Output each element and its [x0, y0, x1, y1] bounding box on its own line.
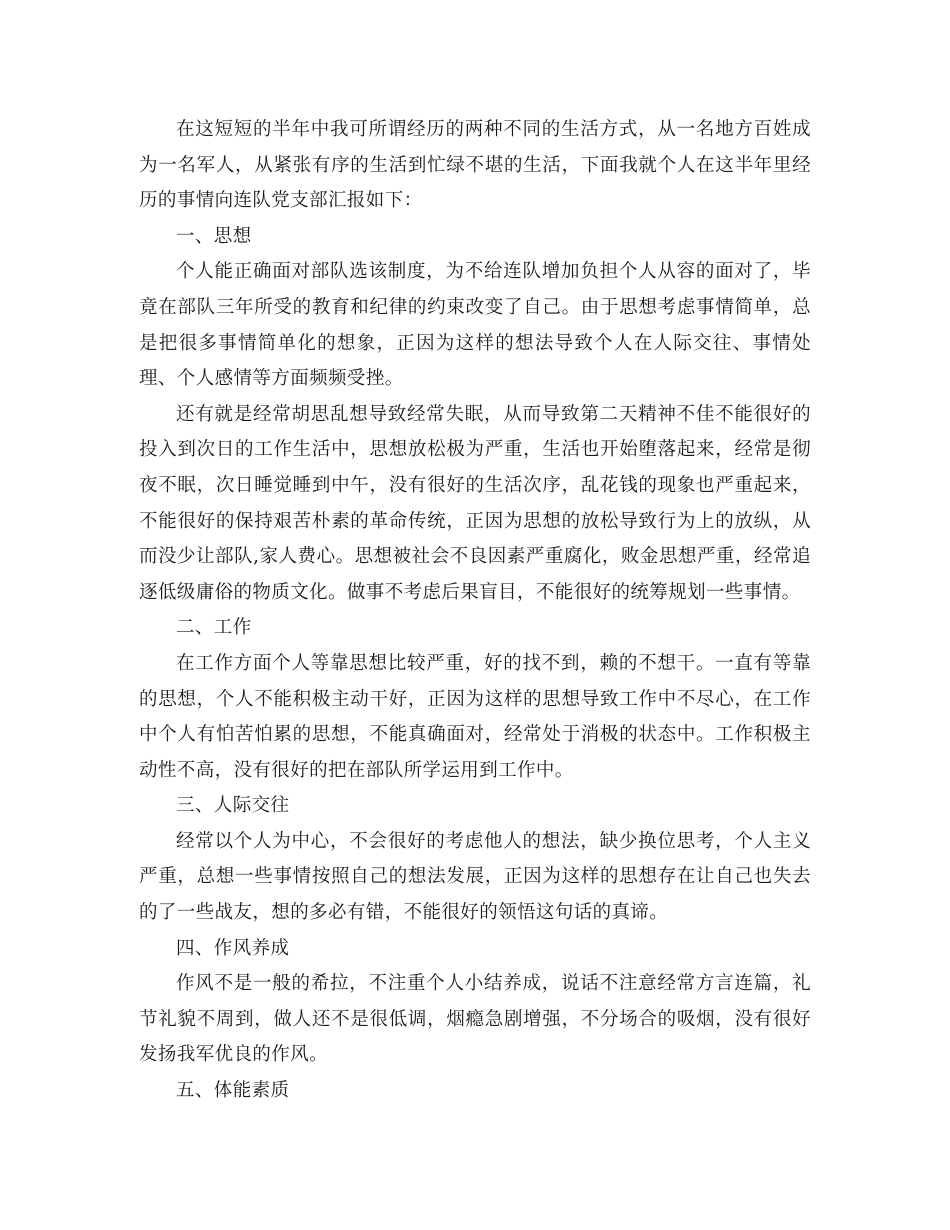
intro-paragraph: 在这短短的半年中我可所谓经历的两种不同的生活方式，从一名地方百姓成为一名军人，从紧张有序的生活到忙绿不堪的生活，下面我就个人在这半年里经历的事情向连队党支部汇报如下： [139, 119, 811, 212]
relations-paragraph: 经常以个人为中心，不会很好的考虑他人的想法，缺少换位思考，个人主义严重，总想一些事情按照自己的想法发展，正因为这样的思想存在让自己也失去的了一些战友，想的多必有错，不能很好的领悟这句话的真谛。 [139, 830, 811, 924]
document-page [139, 112, 811, 1109]
section-heading-relations: 三、人际交往 [176, 795, 290, 817]
conduct-paragraph: 作风不是一般的希拉，不注重个人小结养成，说话不注意经常方言连篇，礼节礼貌不周到，做人还不是很低调，烟瘾急剧增强，不分场合的吸烟，没有很好发扬我军优良的作风。 [139, 973, 811, 1066]
thought-paragraph-1: 个人能正确面对部队选该制度，为不给连队增加负担个人从容的面对了，毕竟在部队三年所受的教育和纪律的约束改变了自己。由于思想考虑事情简单，总是把很多事情简单化的想象，正因为这样的想法导致个人在人际交往、事情处理、个人感情等方面频频受挫。 [139, 261, 811, 390]
section-heading-thought: 一、思想 [176, 225, 252, 247]
work-paragraph: 在工作方面个人等靠思想比较严重，好的找不到，赖的不想干。一直有等靠的思想，个人不能积极主动干好，正因为这样的思想导致工作中不尽心，在工作中个人有怕苦怕累的思想，不能真确面对，经常处于消极的状态中。工作积极主动性不高，没有很好的把在部队所学运用到工作中。 [139, 652, 811, 781]
section-heading-conduct: 四、作风养成 [176, 937, 290, 959]
section-heading-fitness: 五、体能素质 [176, 1080, 290, 1102]
thought-paragraph-2: 还有就是经常胡思乱想导致经常失眠，从而导致第二天精神不佳不能很好的投入到次日的工作生活中，思想放松极为严重，生活也开始堕落起来，经常是彻夜不眠，次日睡觉睡到中午，没有很好的生活次序，乱花钱的现象也严重起来，不能很好的保持艰苦朴素的革命传统，正因为思想的放松导致行为上的放纵，从而没少让部队,家人费心。思想被社会不良因素严重腐化，败金思想严重，经常追逐低级庸俗的物质文化。做事不考虑后果盲目，不能很好的统筹规划一些事情。 [139, 403, 811, 603]
section-heading-work: 二、工作 [176, 617, 252, 639]
